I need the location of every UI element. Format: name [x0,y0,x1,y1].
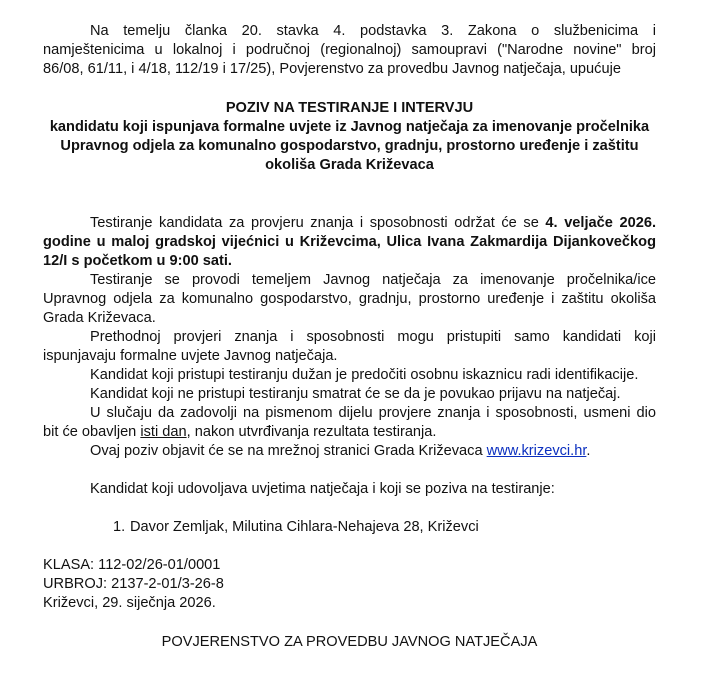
testing-time: 12/I s početkom u 9:00 sati. [43,253,232,269]
candidate-list [43,518,656,537]
testing-notice-lead: Testiranje kandidata za provjeru znanja i sposobnosti održat će se [90,215,546,231]
oral-line-2 [43,423,656,442]
candidate-number: 1. [113,519,126,535]
eligibility-line-2: ispunjavaju formalne uvjete Javnog natječaja. [43,348,338,364]
intro-line-2: namještenicima u lokalnoj i područnoj (regionalnoj) samoupravi ("Narodne novine" broj [43,42,656,58]
basis-line-3: Grada Križevaca. [43,310,156,326]
eligibility-paragraph [43,328,656,366]
document-subtitle-line-3: okoliša Grada Križevaca [265,157,434,173]
urbroj: URBROJ: 2137-2-01/3-26-8 [43,576,224,592]
oral-line-1: U slučaju da zadovolji na pismenom dijelu provjere znanja i sposobnosti, usmeni dio [90,405,656,421]
intro-line-1: Na temelju članka 20. stavka 4. podstavka 3. Zakona o službenicima i [90,23,656,39]
document-subtitle-line-2: Upravnog odjela za komunalno gospodarstvo, gradnju, prostorno uređenje i zaštitu [60,138,639,154]
oral-line-2-post: , nakon utvrđivanja rezultata testiranja. [186,424,437,440]
testing-date: 4. veljače 2026. [545,215,657,231]
oral-exam-paragraph [43,404,656,442]
title-block [43,99,656,175]
id-requirement-paragraph: Kandidat koji pristupi testiranju dužan je predočiti osobnu iskaznicu radi identifikacije. [90,367,639,383]
intro-line-3: 86/08, 61/11, i 4/18, 112/19 i 17/25), Povjerenstvo za provedbu Javnog natječaja, upućuje [43,61,621,77]
basis-line-2: Upravnog odjela za komunalno gospodarstvo, gradnju, prostorno uređenje i zaštitu okoliša [43,291,656,307]
eligibility-line-1: Prethodnoj provjeri znanja i sposobnosti mogu pristupiti samo kandidati koji [90,329,656,345]
publication-text: Ovaj poziv objavit će se na mrežnoj stranici Grada Križevaca [90,443,487,459]
intro-paragraph [43,22,656,79]
signature-committee: POVJERENSTVO ZA PROVEDBU JAVNOG NATJEČAJA [161,634,538,650]
testing-notice-line-1 [43,214,656,233]
testing-notice [43,214,656,271]
document-meta [43,556,656,613]
document-subtitle-line-1: kandidatu koji ispunjava formalne uvjete iz Javnog natječaja za imenovanje pročelnika [49,119,650,135]
place-date: Križevci, 29. siječnja 2026. [43,595,216,611]
klasa: KLASA: 112-02/26-01/0001 [43,557,221,573]
candidate-intro: Kandidat koji udovoljava uvjetima natječaja i koji se poziva na testiranje: [90,481,555,497]
testing-location: godine u maloj gradskoj vijećnici u Križevcima, Ulica Ivana Zakmardija Dijankovečkog [43,234,656,250]
withdrawal-paragraph: Kandidat koji ne pristupi testiranju smatrat će se da je povukao prijavu na natječaj. [90,386,621,402]
basis-paragraph [43,271,656,328]
publication-period: . [586,443,591,459]
same-day-underlined: isti dan [140,424,187,440]
website-link[interactable]: www.krizevci.hr [486,443,587,459]
basis-line-1: Testiranje se provodi temeljem Javnog natječaja za imenovanje pročelnika/ice [90,272,656,288]
document-page [43,22,656,652]
list-item [43,518,656,537]
document-heading: POZIV NA TESTIRANJE I INTERVJU [225,100,474,116]
oral-line-2-pre: bit će obavljen [43,424,141,440]
publication-paragraph [43,442,656,461]
candidate-name-address: Davor Zemljak, Milutina Cihlara-Nehajeva 28, Križevci [130,519,479,535]
